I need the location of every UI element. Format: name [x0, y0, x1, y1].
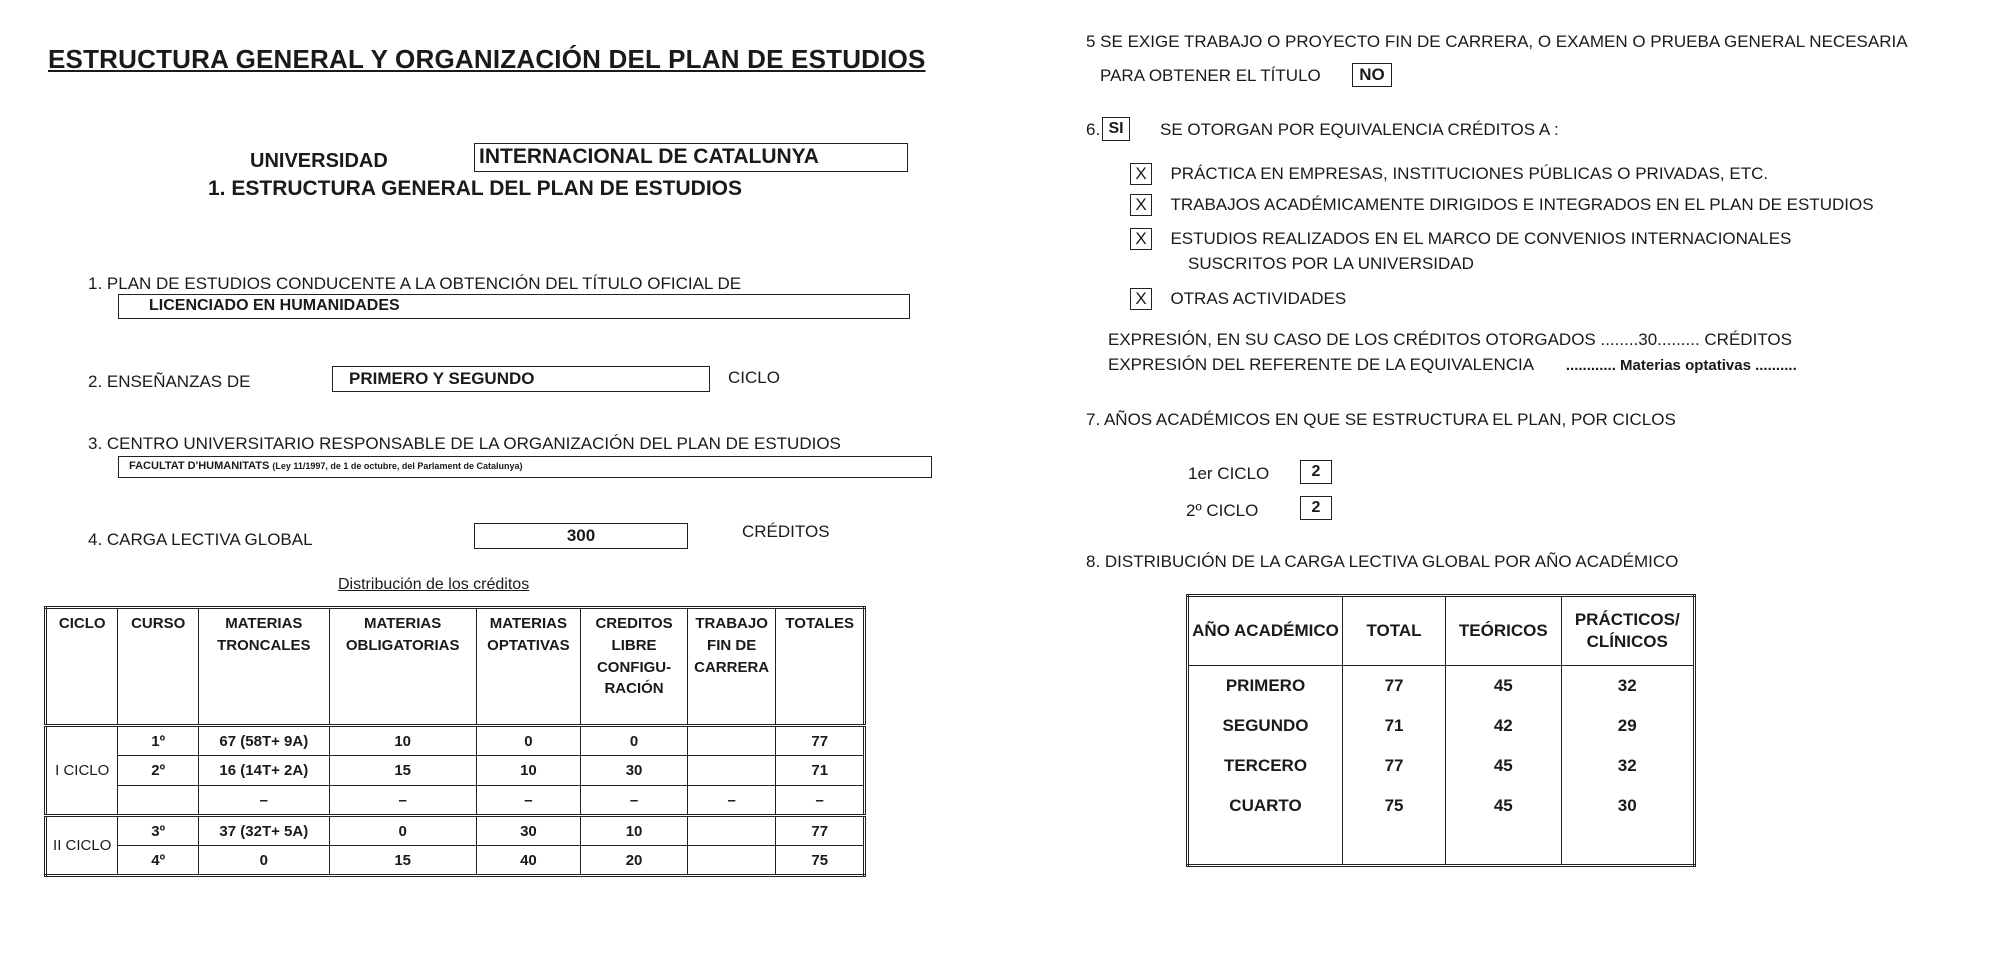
page-title: ESTRUCTURA GENERAL Y ORGANIZACIÓN DEL PLAN DE ESTUDIOS — [48, 44, 926, 74]
item1-value: LICENCIADO EN HUMANIDADES — [118, 294, 910, 319]
totales-cell: 75 — [776, 846, 865, 876]
table-header-row — [46, 608, 865, 726]
check-item-3 — [1130, 228, 1791, 250]
credit-distribution-table — [44, 606, 866, 877]
ciclo-1-cell: I CICLO — [46, 726, 118, 816]
item4-value: 300 — [474, 523, 688, 549]
item5-line2: PARA OBTENER EL TÍTULO — [1100, 66, 1321, 85]
dist-title: Distribución de los créditos — [338, 576, 530, 593]
ciclo-2-cell: II CICLO — [46, 816, 118, 876]
libre-cell: 30 — [581, 756, 688, 786]
item8-label: 8. DISTRIBUCIÓN DE LA CARGA LECTIVA GLOBAL POR AÑO ACADÉMICO — [1086, 552, 1679, 571]
total-cell: 71 — [1343, 706, 1446, 746]
item1-label: 1. PLAN DE ESTUDIOS CONDUCENTE A LA OBTENCIÓN DEL TÍTULO OFICIAL DE — [88, 274, 742, 293]
troncales-cell: – — [198, 786, 329, 816]
item6-value: SI — [1102, 117, 1130, 141]
check-item-2-text: TRABAJOS ACADÉMICAMENTE DIRIGIDOS E INTEGRADOS EN EL PLAN DE ESTUDIOS — [1170, 195, 1874, 214]
anio-cell: PRIMERO — [1188, 666, 1343, 706]
ciclo1-label: 1er CICLO — [1188, 464, 1270, 483]
teoricos-cell: 45 — [1446, 786, 1561, 826]
curso-cell: 3º — [118, 816, 198, 846]
header-teoricos: TEÓRICOS — [1446, 596, 1561, 666]
check-item-4-text: OTRAS ACTIVIDADES — [1170, 289, 1347, 308]
teoricos-cell: 45 — [1446, 666, 1561, 706]
header-total: TOTAL — [1343, 596, 1446, 666]
ciclo2-value: 2 — [1300, 496, 1332, 520]
table-row — [1188, 746, 1695, 786]
header-obligatorias: MATERIAS OBLIGATORIAS — [329, 608, 476, 726]
header-totales: TOTALES — [776, 608, 865, 726]
anio-cell: SEGUNDO — [1188, 706, 1343, 746]
teoricos-cell: 45 — [1446, 746, 1561, 786]
libre-cell: – — [581, 786, 688, 816]
practicos-cell: 32 — [1561, 746, 1694, 786]
total-cell: 77 — [1343, 666, 1446, 706]
trabajo-cell — [687, 846, 776, 876]
item3-box — [118, 456, 932, 478]
item3-value: FACULTAT D'HUMANITATS — [129, 460, 270, 472]
item6-num: 6. — [1086, 120, 1101, 139]
checkbox-3[interactable]: X — [1130, 228, 1152, 250]
practicos-cell: 30 — [1561, 786, 1694, 826]
year-header-row — [1188, 596, 1695, 666]
expression-credits: EXPRESIÓN, EN SU CASO DE LOS CRÉDITOS OTORGADOS ........30......... CRÉDITOS — [1108, 330, 1792, 349]
table-row — [46, 816, 865, 846]
check-item-1-text: PRÁCTICA EN EMPRESAS, INSTITUCIONES PÚBLICAS O PRIVADAS, ETC. — [1170, 164, 1769, 183]
item2-label: 2. ENSEÑANZAS DE — [88, 372, 251, 391]
obligatorias-cell: 15 — [329, 846, 476, 876]
table-row — [46, 726, 865, 756]
trabajo-cell — [687, 816, 776, 846]
total-cell: 77 — [1343, 746, 1446, 786]
table-row — [46, 786, 865, 816]
total-cell: 75 — [1343, 786, 1446, 826]
check-item-3-line2: SUSCRITOS POR LA UNIVERSIDAD — [1188, 254, 1474, 273]
optativas-cell: 30 — [476, 816, 581, 846]
table-row — [1188, 706, 1695, 746]
trabajo-cell — [687, 726, 776, 756]
item6-label: SE OTORGAN POR EQUIVALENCIA CRÉDITOS A : — [1160, 120, 1559, 139]
libre-cell: 10 — [581, 816, 688, 846]
header-optativas: MATERIAS OPTATIVAS — [476, 608, 581, 726]
trabajo-cell: – — [687, 786, 776, 816]
item2-suffix: CICLO — [728, 368, 780, 387]
optativas-cell: – — [476, 786, 581, 816]
troncales-cell: 37 (32T+ 5A) — [198, 816, 329, 846]
totales-cell: 77 — [776, 726, 865, 756]
curso-cell: 4º — [118, 846, 198, 876]
libre-cell: 0 — [581, 726, 688, 756]
trabajo-cell — [687, 756, 776, 786]
section-heading: 1. ESTRUCTURA GENERAL DEL PLAN DE ESTUDIOS — [208, 177, 743, 200]
obligatorias-cell: 0 — [329, 816, 476, 846]
table-row — [1188, 786, 1695, 826]
expression-referent-label: EXPRESIÓN DEL REFERENTE DE LA EQUIVALENCIA — [1108, 355, 1534, 374]
checkbox-1[interactable]: X — [1130, 163, 1152, 185]
expression-referent-value: ............ Materias optativas .......... — [1565, 357, 1797, 374]
teoricos-cell: 42 — [1446, 706, 1561, 746]
expression-referent — [1108, 355, 1797, 375]
universidad-value: INTERNACIONAL DE CATALUNYA — [474, 143, 908, 172]
libre-cell: 20 — [581, 846, 688, 876]
ciclo1-value: 2 — [1300, 460, 1332, 484]
ciclo2-label: 2º CICLO — [1186, 501, 1259, 520]
curso-cell: 2º — [118, 756, 198, 786]
check-item-1 — [1130, 163, 1768, 185]
item5-value: NO — [1352, 63, 1392, 87]
check-item-4 — [1130, 288, 1346, 310]
totales-cell: 71 — [776, 756, 865, 786]
anio-cell: CUARTO — [1188, 786, 1343, 826]
table-row — [1188, 666, 1695, 706]
universidad-label: UNIVERSIDAD — [250, 150, 388, 172]
curso-cell — [118, 786, 198, 816]
checkbox-2[interactable]: X — [1130, 194, 1152, 216]
item4-label: 4. CARGA LECTIVA GLOBAL — [88, 530, 313, 549]
item3-note: (Ley 11/1997, de 1 de octubre, del Parlament de Catalunya) — [272, 461, 523, 471]
checkbox-4[interactable]: X — [1130, 288, 1152, 310]
obligatorias-cell: 10 — [329, 726, 476, 756]
check-item-2 — [1130, 194, 1874, 216]
anio-cell: TERCERO — [1188, 746, 1343, 786]
optativas-cell: 40 — [476, 846, 581, 876]
table-row — [46, 756, 865, 786]
item7-label: 7. AÑOS ACADÉMICOS EN QUE SE ESTRUCTURA EL PLAN, POR CICLOS — [1086, 410, 1676, 429]
header-troncales: MATERIAS TRONCALES — [198, 608, 329, 726]
obligatorias-cell: – — [329, 786, 476, 816]
header-curso: CURSO — [118, 608, 198, 726]
header-practicos: PRÁCTICOS/ CLÍNICOS — [1561, 596, 1694, 666]
obligatorias-cell: 15 — [329, 756, 476, 786]
item4-suffix: CRÉDITOS — [742, 522, 830, 541]
troncales-cell: 16 (14T+ 2A) — [198, 756, 329, 786]
check-item-3-text: ESTUDIOS REALIZADOS EN EL MARCO DE CONVENIOS INTERNACIONALES — [1170, 229, 1792, 248]
curso-cell: 1º — [118, 726, 198, 756]
header-ciclo: CICLO — [46, 608, 118, 726]
practicos-cell: 32 — [1561, 666, 1694, 706]
totales-cell: – — [776, 786, 865, 816]
troncales-cell: 0 — [198, 846, 329, 876]
table-row — [46, 846, 865, 876]
totales-cell: 77 — [776, 816, 865, 846]
item3-label: 3. CENTRO UNIVERSITARIO RESPONSABLE DE LA ORGANIZACIÓN DEL PLAN DE ESTUDIOS — [88, 434, 841, 453]
table-row-empty — [1188, 826, 1695, 866]
practicos-cell: 29 — [1561, 706, 1694, 746]
header-libre: CREDITOS LIBRE CONFIGU- RACIÓN — [581, 608, 688, 726]
year-distribution-table — [1186, 594, 1696, 867]
troncales-cell: 67 (58T+ 9A) — [198, 726, 329, 756]
item2-value: PRIMERO Y SEGUNDO — [332, 366, 710, 392]
optativas-cell: 10 — [476, 756, 581, 786]
optativas-cell: 0 — [476, 726, 581, 756]
header-trabajo: TRABAJO FIN DE CARRERA — [687, 608, 776, 726]
header-anio: AÑO ACADÉMICO — [1188, 596, 1343, 666]
item5-line1: 5 SE EXIGE TRABAJO O PROYECTO FIN DE CARRERA, O EXAMEN O PRUEBA GENERAL NECESARIA — [1086, 32, 1908, 51]
